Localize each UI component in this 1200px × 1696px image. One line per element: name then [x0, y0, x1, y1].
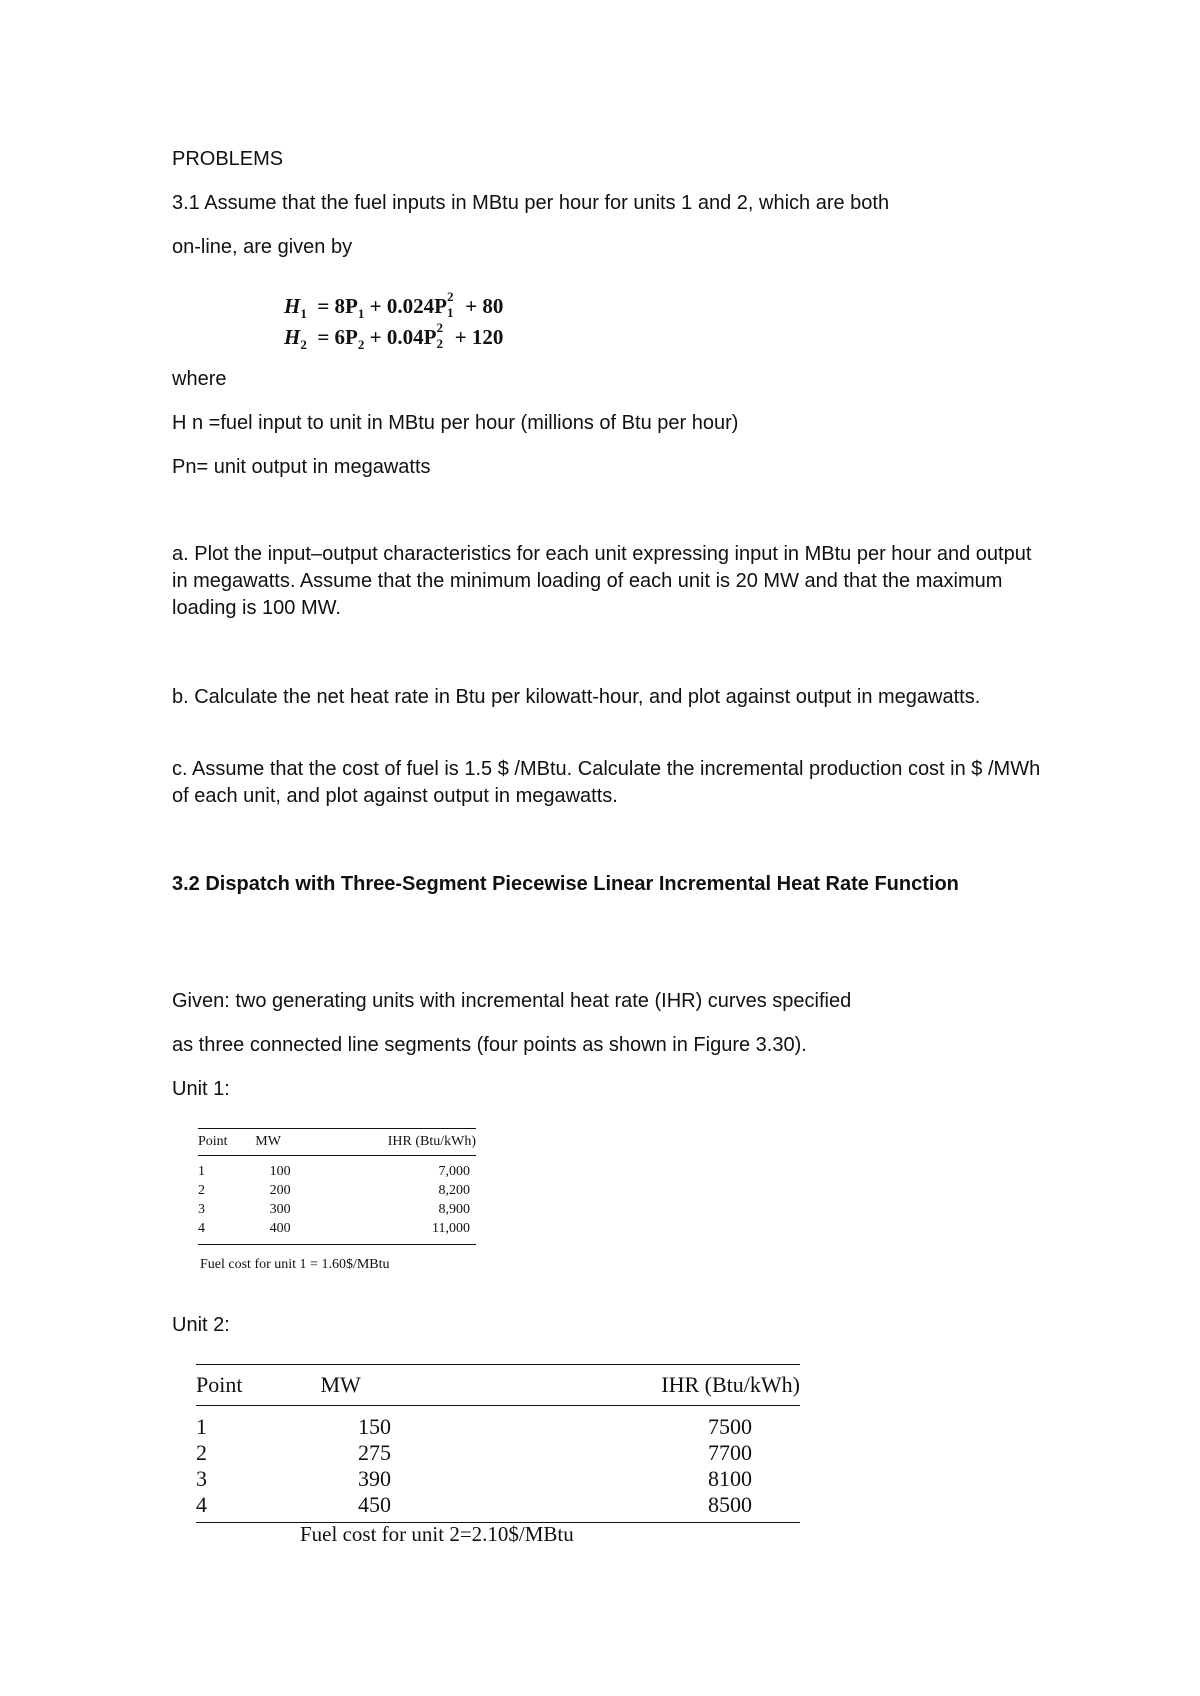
header-mw: MW: [320, 1365, 428, 1406]
cell-ihr: 8,200: [438, 1183, 470, 1198]
equation-h1: $H_1 = 8P_1 + 0.024P$ 2 1 + 80: [284, 289, 504, 322]
cell-point: 1: [198, 1164, 205, 1179]
header-point: Point: [196, 1365, 320, 1406]
table-row: [196, 1492, 800, 1523]
table-row: [196, 1440, 800, 1466]
cell-mw: 300: [269, 1202, 291, 1217]
definition-h: H n =fuel input to unit in MBtu per hour (millions of Btu per hour): [172, 412, 739, 434]
cell-point: 2: [198, 1183, 205, 1198]
cell-ihr: 11,000: [305, 1219, 476, 1245]
table-row: [198, 1200, 476, 1219]
definition-p: Pn= unit output in megawatts: [172, 456, 431, 478]
given-line1: Given: two generating units with incremental heat rate (IHR) curves specified: [172, 990, 852, 1012]
given-line2: as three connected line segments (four points as shown in Figure 3.30).: [172, 1034, 807, 1056]
cell-ihr: 8100: [708, 1466, 752, 1491]
cell-point: 4: [198, 1219, 255, 1245]
table-row: [198, 1219, 476, 1245]
cell-mw: 450: [320, 1492, 428, 1523]
part-b-text: b. Calculate the net heat rate in Btu per kilowatt-hour, and plot against output in megawatts.: [172, 686, 981, 708]
cell-mw: 390: [357, 1466, 391, 1491]
cell-point: 3: [198, 1202, 205, 1217]
cell-mw: 400: [255, 1219, 305, 1245]
cell-mw: 200: [269, 1183, 291, 1198]
equation-h2: $H_2 = 6P_2 + 0.04P$ 2 2 + 120: [284, 320, 504, 353]
cell-ihr: 7700: [708, 1440, 752, 1465]
cell-mw: 150: [357, 1414, 391, 1439]
table-row: [196, 1466, 800, 1492]
cell-mw: 100: [269, 1164, 291, 1179]
where-label: where: [172, 368, 227, 390]
part-c-text: c. Assume that the cost of fuel is 1.5 $ /MBtu. Calculate the incremental production cost in $ /MWh of each unit, and plot against output in megawatts.: [172, 758, 1041, 807]
cell-ihr: 7500: [708, 1414, 752, 1439]
table-row: [196, 1406, 800, 1441]
header-point: Point: [198, 1129, 255, 1156]
heading-problems: PROBLEMS: [172, 148, 284, 170]
unit-2-fuel-cost: Fuel cost for unit 2=2.10$/MBtu: [300, 1522, 574, 1546]
problem-3-1-intro-line1: 3.1 Assume that the fuel inputs in MBtu per hour for units 1 and 2, which are both: [172, 192, 890, 214]
problem-3-2-title: 3.2 Dispatch with Three-Segment Piecewise Linear Incremental Heat Rate Function: [172, 873, 959, 895]
problem-3-1-intro-line2: on-line, are given by: [172, 236, 353, 258]
cell-mw: 275: [357, 1440, 391, 1465]
header-mw: MW: [255, 1129, 305, 1156]
cell-ihr: 8,900: [438, 1202, 470, 1217]
header-ihr: IHR (Btu/kWh): [305, 1129, 476, 1156]
cell-point: 3: [196, 1466, 207, 1491]
unit-2-label: Unit 2:: [172, 1314, 230, 1336]
table-row: [198, 1181, 476, 1200]
cell-point: 2: [196, 1440, 207, 1465]
unit-1-fuel-cost: Fuel cost for unit 1 = 1.60$/MBtu: [200, 1257, 390, 1272]
table-row: [198, 1156, 476, 1182]
part-a-text: a. Plot the input–output characteristics for each unit expressing input in MBtu per hour and output in megawatts. Assume that the minimum loading of each unit is 20 MW and that the maximum loading is 100 MW.: [172, 543, 1032, 619]
unit-2-table: [196, 1364, 800, 1523]
cell-point: 1: [196, 1414, 207, 1439]
cell-ihr: 7,000: [438, 1164, 470, 1179]
cell-point: 4: [196, 1492, 320, 1523]
header-ihr: IHR (Btu/kWh): [428, 1365, 800, 1406]
unit-1-table: [198, 1128, 476, 1245]
cell-ihr: 8500: [428, 1492, 800, 1523]
unit-1-label: Unit 1:: [172, 1078, 230, 1100]
